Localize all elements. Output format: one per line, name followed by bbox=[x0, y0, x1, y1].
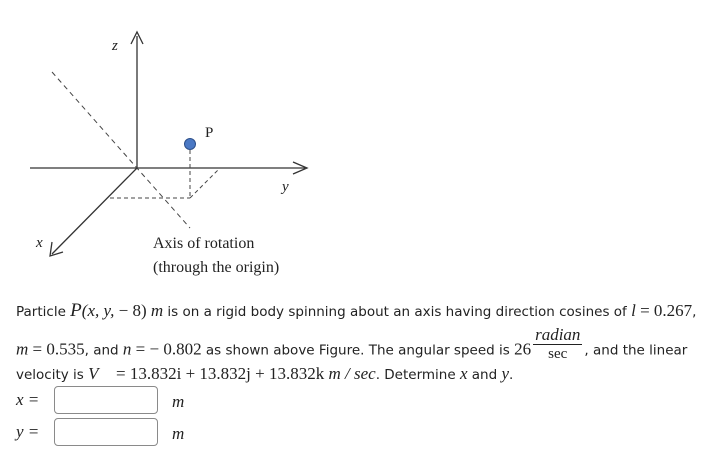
velocity-expression: 13.832i + 13.832j + 13.832k bbox=[129, 364, 325, 383]
rotation-axis-line bbox=[52, 72, 190, 228]
direction-cosine-m: 0.535 bbox=[46, 339, 85, 359]
problem-line-2: m = 0.535, and n = − 0.802 as shown above Figure. The angular speed is 26 $\frac{\text{radian}}{\sec}$ , and the linear bbox=[16, 325, 688, 362]
x-answer-label: x = bbox=[16, 390, 40, 409]
x-answer-input[interactable] bbox=[54, 386, 158, 414]
particle-point bbox=[185, 139, 196, 150]
caption-line-2: (through the origin) bbox=[153, 259, 280, 276]
particle-symbol: P bbox=[70, 300, 82, 321]
x-axis-line bbox=[52, 168, 137, 254]
y-answer-input[interactable] bbox=[54, 418, 158, 446]
caption-line-1: Axis of rotation bbox=[153, 235, 255, 252]
rotation-axis-figure bbox=[0, 0, 360, 285]
y-axis-label: y bbox=[282, 179, 289, 195]
y-answer-label: y = bbox=[16, 422, 40, 441]
z-axis-label: z bbox=[112, 38, 118, 54]
x-answer-unit: m bbox=[172, 392, 185, 411]
point-label: P bbox=[205, 125, 214, 141]
problem-line-3: velocity is V⃗ = 13.832i + 13.832j + 13.832k m / sec. Determine x and y. bbox=[16, 364, 514, 383]
x-axis-label: x bbox=[36, 235, 43, 251]
direction-cosine-l: 0.267 bbox=[653, 301, 693, 320]
angular-speed-value: 26 bbox=[514, 339, 532, 359]
projection-to-y bbox=[190, 170, 218, 198]
direction-cosine-n: − 0.802 bbox=[149, 339, 202, 359]
angular-speed-unit: $\frac{\text{radian}}{\sec}$ bbox=[535, 325, 581, 362]
velocity-symbol: V⃗ bbox=[88, 364, 112, 383]
problem-line-1: Particle P(x, y, − 8) m is on a rigid body spinning about an axis having direction cosines of l = 0.267, bbox=[16, 300, 697, 321]
y-answer-unit: m bbox=[172, 424, 185, 443]
